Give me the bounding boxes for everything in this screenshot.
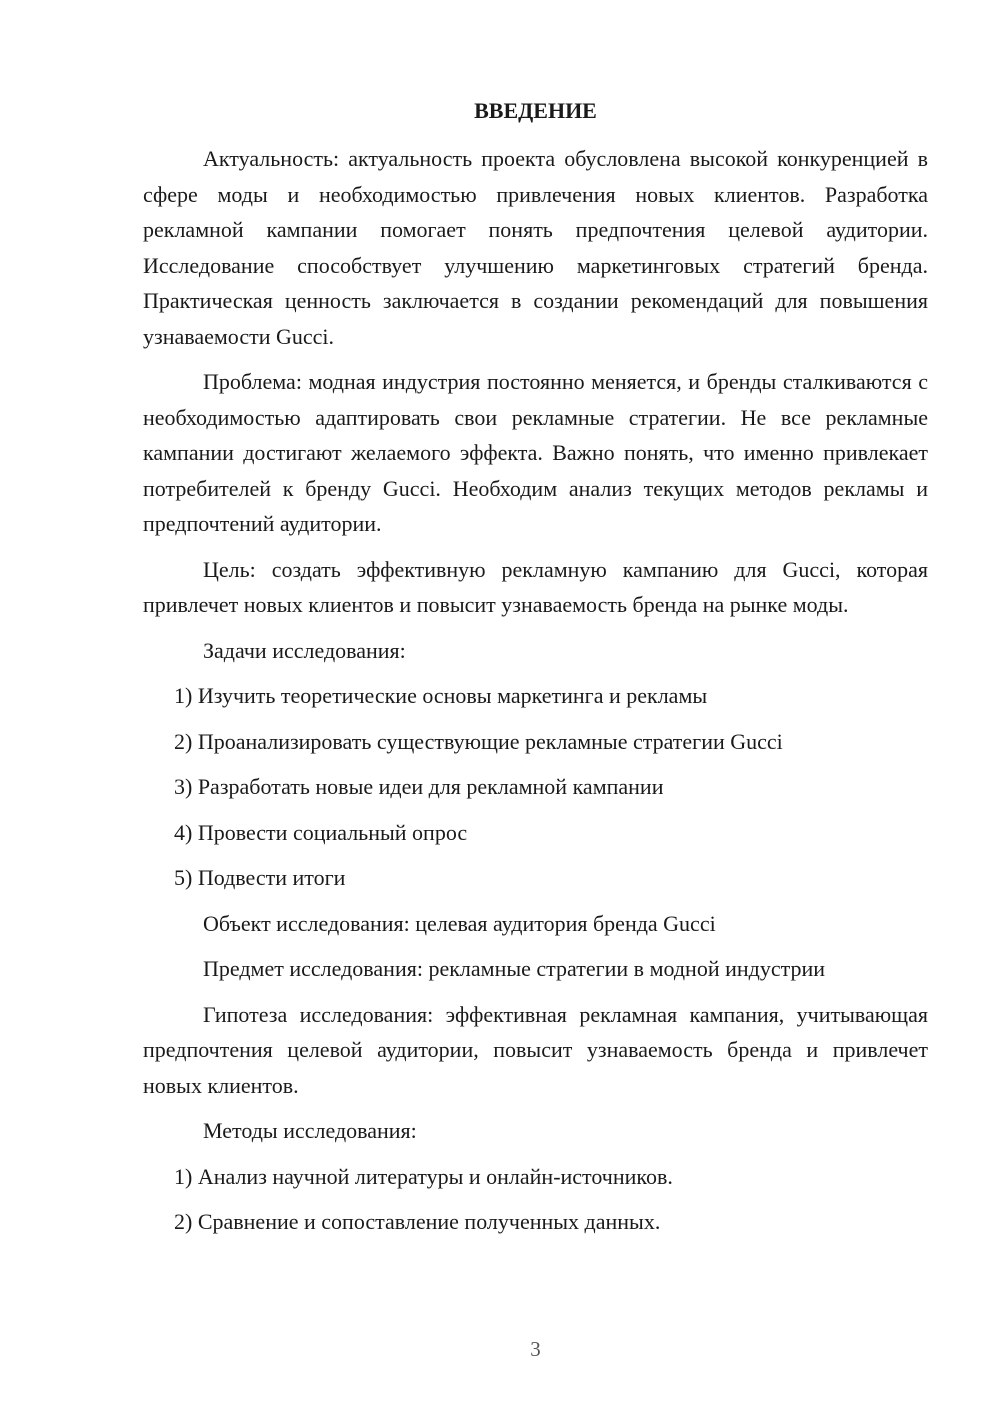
task-item: 2) Проанализировать существующие рекламные стратегии Gucci — [174, 728, 783, 754]
method-item: 2) Сравнение и сопоставление полученных данных. — [174, 1209, 661, 1234]
relevance-paragraph: Актуальность: актуальность проекта обусловлена высокой конкуренцией в сфере моды и необходимостью привлечения новых клиентов. Разработка рекламной кампании помогает понять предпочтения целевой аудитории. Исследование способствует улучшению маркетинговых стратегий бренда. Практическая ценность заключается в создании рекомендаций для повышения узнаваемости Gucci. — [143, 146, 928, 349]
subject-paragraph: Предмет исследования: рекламные стратегии в модной индустрии — [203, 956, 826, 981]
methods-label: Методы исследования: — [203, 1118, 417, 1143]
task-item: 1) Изучить теоретические основы маркетинга и рекламы — [174, 683, 708, 708]
method-item: 1) Анализ научной литературы и онлайн-источников. — [174, 1163, 673, 1189]
task-item: 5) Подвести итоги — [174, 865, 346, 890]
task-item: 4) Провести социальный опрос — [174, 819, 468, 845]
object-paragraph: Объект исследования: целевая аудитория бренда Gucci — [203, 910, 716, 936]
section-heading: ВВЕДЕНИЕ — [474, 98, 597, 123]
task-item: 3) Разработать новые идеи для рекламной кампании — [174, 774, 664, 799]
goal-paragraph: Цель: создать эффективную рекламную кампанию для Gucci, которая привлечет новых клиентов и повысит узнаваемость бренда на рынке моды. — [143, 556, 928, 617]
document-body — [143, 141, 928, 1250]
hypothesis-paragraph: Гипотеза исследования: эффективная рекламная кампания, учитывающая предпочтения целевой аудитории, повысит узнаваемость бренда и привлечет новых клиентов. — [143, 1001, 928, 1098]
page-number: 3 — [530, 1337, 541, 1361]
problem-paragraph: Проблема: модная индустрия постоянно меняется, и бренды сталкиваются с необходимостью адаптировать свои рекламные стратегии. Не все рекламные кампании достигают желаемого эффекта. Важно понять, что именно привлекает потребителей к бренду Gucci. Необходим анализ текущих методов рекламы и предпочтений аудитории. — [143, 369, 928, 536]
tasks-label: Задачи исследования: — [203, 637, 406, 663]
